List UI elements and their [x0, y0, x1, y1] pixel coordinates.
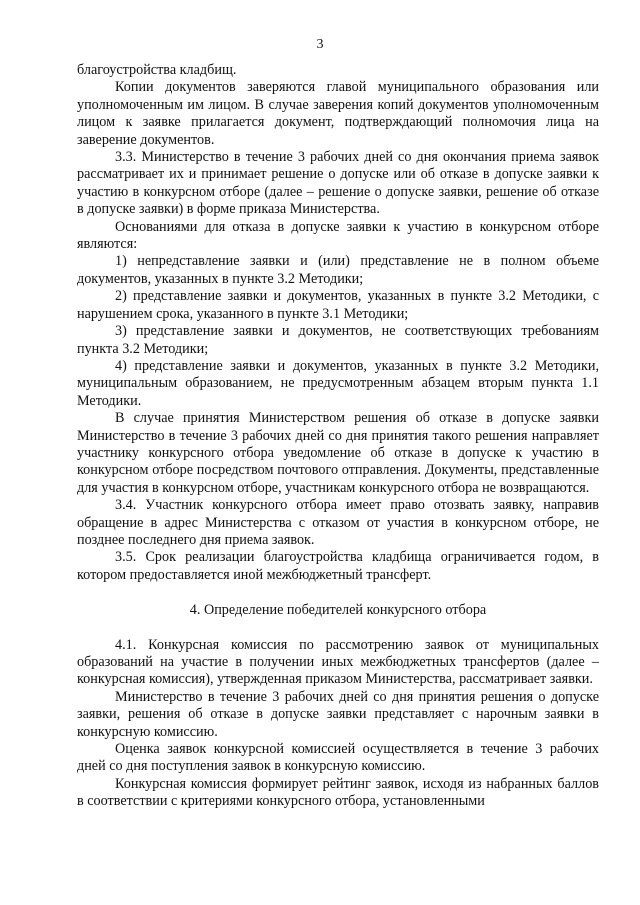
paragraph: Министерство в течение 3 рабочих дней со дня принятия решения о допуске заявки, решения об отказе в допуске заявки представляет с нарочным заявки в конкурсную комиссию. [77, 688, 599, 740]
paragraph: Конкурсная комиссия формирует рейтинг заявок, исходя из набранных баллов в соответствии с критериями конкурсного отбора, установленными [77, 775, 599, 810]
paragraph: 3.5. Срок реализации благоустройства кладбища ограничивается годом, в котором предоставляется иной межбюджетный трансферт. [77, 549, 599, 583]
paragraph: благоустройства кладбищ. [77, 62, 237, 78]
paragraph: 3.3. Министерство в течение 3 рабочих дней со дня окончания приема заявок рассматривает их и принимает решение о допуске или об отказе в допуске заявки к участию в конкурсном отборе (далее – решение о допуске заявки, решение об отказе в допуске заявки) в форме приказа Министерства. [77, 149, 599, 218]
paragraph: Оценка заявок конкурсной комиссией осуществляется в течение 3 рабочих дней со дня поступления заявок в конкурсную комиссию. [77, 741, 599, 775]
section-heading: 4. Определение победителей конкурсного отбора [189, 602, 487, 619]
list-item: 3) представление заявки и документов, не соответствующих требованиям пункта 3.2 Методики; [77, 323, 599, 357]
page-number: 3 [316, 37, 324, 52]
paragraph: Основаниями для отказа в допуске заявки к участию в конкурсном отборе являются: [77, 218, 599, 253]
paragraph: 4.1. Конкурсная комиссия по рассмотрению заявок от муниципальных образований на участие в получении иных межбюджетных трансфертов (далее – конкурсная комиссия), утвержденная приказом Министерства, рассматривает заявки. [77, 636, 599, 688]
list-item: 1) непредставление заявки и (или) представление не в полном объеме документов, указанных в пункте 3.2 Методики; [77, 253, 599, 287]
list-item: 4) представление заявки и документов, указанных в пункте 3.2 Методики, муниципальным образованием, не предусмотренным абзацем вторым пункта 1.1 Методики. [77, 357, 599, 409]
list-item: 2) представление заявки и документов, указанных в пункте 3.2 Методики, с нарушением срока, указанного в пункте 3.1 Методики; [77, 288, 599, 322]
document-body [77, 62, 599, 811]
paragraph: 3.4. Участник конкурсного отбора имеет право отозвать заявку, направив обращение в адрес Министерства с отказом от участия в конкурсном отборе, не позднее последнего дня приема заявок. [77, 497, 599, 548]
paragraph: Копии документов заверяются главой муниципального образования или уполномоченным им лицом. В случае заверения копий документов уполномоченным лицом к заявке прилагается документ, подтверждающий полномочия лица на заверение документов. [77, 79, 599, 148]
paragraph: В случае принятия Министерством решения об отказе в допуске заявки Министерство в течение 3 рабочих дней со дня принятия такого решения направляет участнику конкурсного отбора уведомление об отказе в допуске к участию в конкурсном отборе посредством почтового отправления. Документы, представленные для участия в конкурсном отборе, участникам конкурсного отбора не возвращаются. [77, 410, 599, 496]
